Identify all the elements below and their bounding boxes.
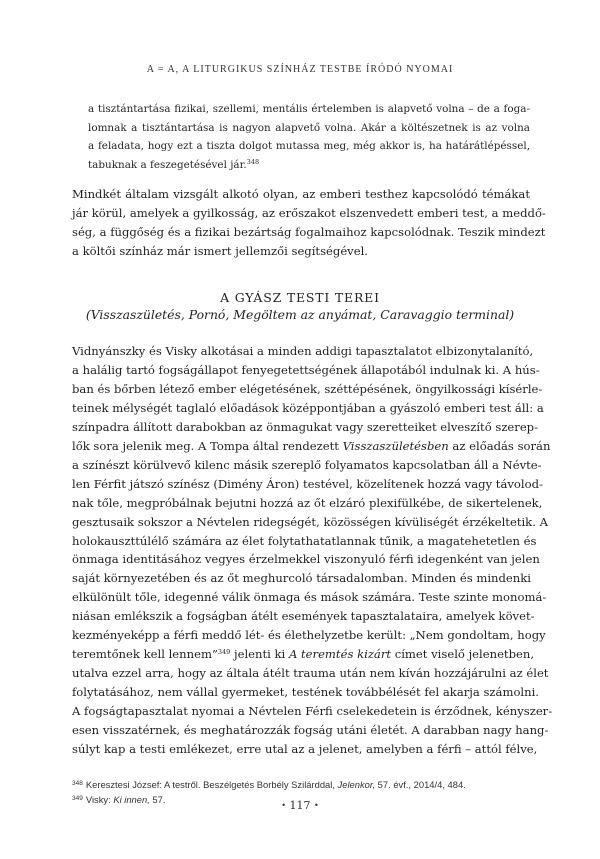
paragraph-line: folytatásához, nem vállal gyermeket, testének továbbélését fel akarja számolni.	[72, 685, 539, 700]
intro-paragraph	[72, 185, 546, 261]
paragraph-line: a színészt körülvevő kilenc másik szereplő folyamatos kapcsolatban áll a Névte-	[72, 457, 542, 472]
paragraph-line: ban és bőrben létező ember elégetésének, széttépésének, öngyilkossági kísérle-	[72, 381, 543, 396]
quote-line: lomnak a tisztántartása is nagyon alapvető volna. Akár a költészetnek is az volna	[88, 121, 530, 134]
block-quote	[88, 100, 530, 174]
text-run: lők sora jelenik meg. A Tompa által rendezett	[72, 438, 343, 453]
running-head: A = A, A LITURGIKUS SZÍNHÁZ TESTBE ÍRÓDÓ NYOMAI	[146, 64, 454, 75]
footnote-text: 57. évf., 2014/4, 484.	[375, 779, 466, 790]
page-number-value: 117	[289, 799, 311, 812]
paragraph-line: elkülönült tőle, idegenné válik önmaga és mások számára. Teste szinte monomá-	[72, 590, 547, 605]
paragraph-line: a költői színház már ismert jellemzői segítségével.	[72, 243, 368, 258]
bullet-glyph: •	[314, 801, 319, 810]
text-run: az előadás során	[448, 438, 551, 453]
footnote-text: Visky:	[85, 794, 114, 805]
scene-title-italic: A teremtés kizárt	[288, 647, 392, 662]
section-subtitle: (Visszaszületés, Pornó, Megöltem az anyámat, Caravaggio terminal)	[85, 307, 515, 322]
paragraph-line: a halálig tartó fogságállapot fenyegetettségének állapotából indulnak ki. A hús-	[72, 362, 540, 377]
quote-line-text: tabuknak a feszegetésével jár.	[88, 158, 247, 171]
paragraph-line: gesztusaik sokszor a Névtelen ridegségét, közösségen kívüliségét érzékeltetik. A	[72, 514, 548, 529]
footnote-text: Keresztesi József: A testről. Beszélgetés Borbély Szilárddal,	[85, 779, 338, 790]
paragraph-line: holokauszttúlélő számára az élet folytathatatlannak tűnik, a magatehetetlen és	[72, 533, 537, 548]
footnote-ref-349: 349	[217, 648, 231, 657]
quote-line-last	[88, 156, 530, 175]
bullet-glyph: •	[281, 801, 286, 810]
paragraph-line: kezményeképp a férfi meddő lét- és élethelyzetbe került: „Nem gondoltam, hogy	[72, 628, 546, 643]
footnote-ref-348: 348	[246, 157, 260, 166]
footnote-348	[72, 777, 530, 792]
footnote-text: 57.	[149, 794, 166, 805]
paragraph-line: len Férfit játszó színész (Dimény Áron) testével, közelítenek hozzá vagy távolod-	[72, 476, 543, 491]
page-number	[0, 799, 600, 812]
work-title-italic: Visszaszületésben	[342, 438, 449, 453]
paragraph-line: Vidnyánszky és Visky alkotásai a minden addigi tapasztalatot elbizonytalanító,	[72, 344, 534, 358]
footnote-number: 349	[72, 795, 83, 802]
paragraph-line: saját környezetében és az őt meghurcoló társadalomban. Minden és mindenki	[72, 571, 531, 586]
paragraph-line: Mindkét általam vizsgált alkotó olyan, az emberi testhez kapcsolódó témákat	[72, 187, 530, 201]
main-paragraph	[72, 342, 553, 759]
text-run: teremtőnek kell lennem”	[72, 647, 218, 662]
paragraph-line: színpadra állított darabokban az önmagukat vagy szeretteiket elveszítő szerep-	[72, 419, 539, 434]
quote-line: a feladata, hogy ezt a tiszta dolgot mutassa meg, még akkor is, ha határátlépéssel,	[88, 140, 530, 152]
paragraph-line: teinek mélységét taglaló előadások középpontjában a gyászoló emberi test áll: a	[72, 400, 544, 415]
paragraph-line	[72, 645, 535, 664]
text-run: címet viselő jelenetben,	[391, 647, 535, 662]
paragraph-line	[72, 437, 551, 456]
paragraph-line: niásan emlékszik a fogságban átélt események tapasztalataira, amelyek követ-	[72, 609, 535, 624]
paragraph-line: súlyt kap a testi emlékezet, erre utal az a jelenet, amelyben a férfi – attól félve,	[72, 742, 538, 757]
section-title: A GYÁSZ TESTI TEREI	[220, 290, 380, 305]
quote-line: a tisztántartása fizikai, szellemi, mentális értelemben is alapvető volna – de a foga-	[88, 103, 530, 115]
paragraph-line: ség, a függőség és a fizikai bezártság fogalmaihoz kapcsolódnak. Teszik mindezt	[72, 224, 546, 239]
paragraph-line: önmaga identitásához vegyes érzelmekkel viszonyuló férfi idegenként van jelen	[72, 552, 540, 567]
footnote-number: 348	[72, 780, 83, 787]
footnote-journal-italic: Jelenkor,	[337, 779, 376, 790]
footnote-work-italic: Ki innen,	[113, 794, 150, 805]
text-run: jelenti ki	[230, 647, 289, 662]
paragraph-line: utalva ezzel arra, hogy az általa átélt trauma után nem kíván hozzájárulni az élet	[72, 666, 549, 681]
paragraph-line: A fogságtapasztalat nyomai a Névtelen Férfi cselekedetein is érződnek, kényszer-	[72, 704, 553, 719]
paragraph-line: nak tőle, megpróbálnak bejutni hozzá az őt elzáró plexifülkébe, de sikertelenek,	[72, 495, 543, 510]
paragraph-line: jár körül, amelyek a gyilkosság, az erőszakot elszenvedett emberi test, a meddő-	[72, 205, 546, 220]
paragraph-line: esen visszatérnek, és meghatározzák fogság utáni életét. A darabban nagy hang-	[72, 723, 549, 738]
